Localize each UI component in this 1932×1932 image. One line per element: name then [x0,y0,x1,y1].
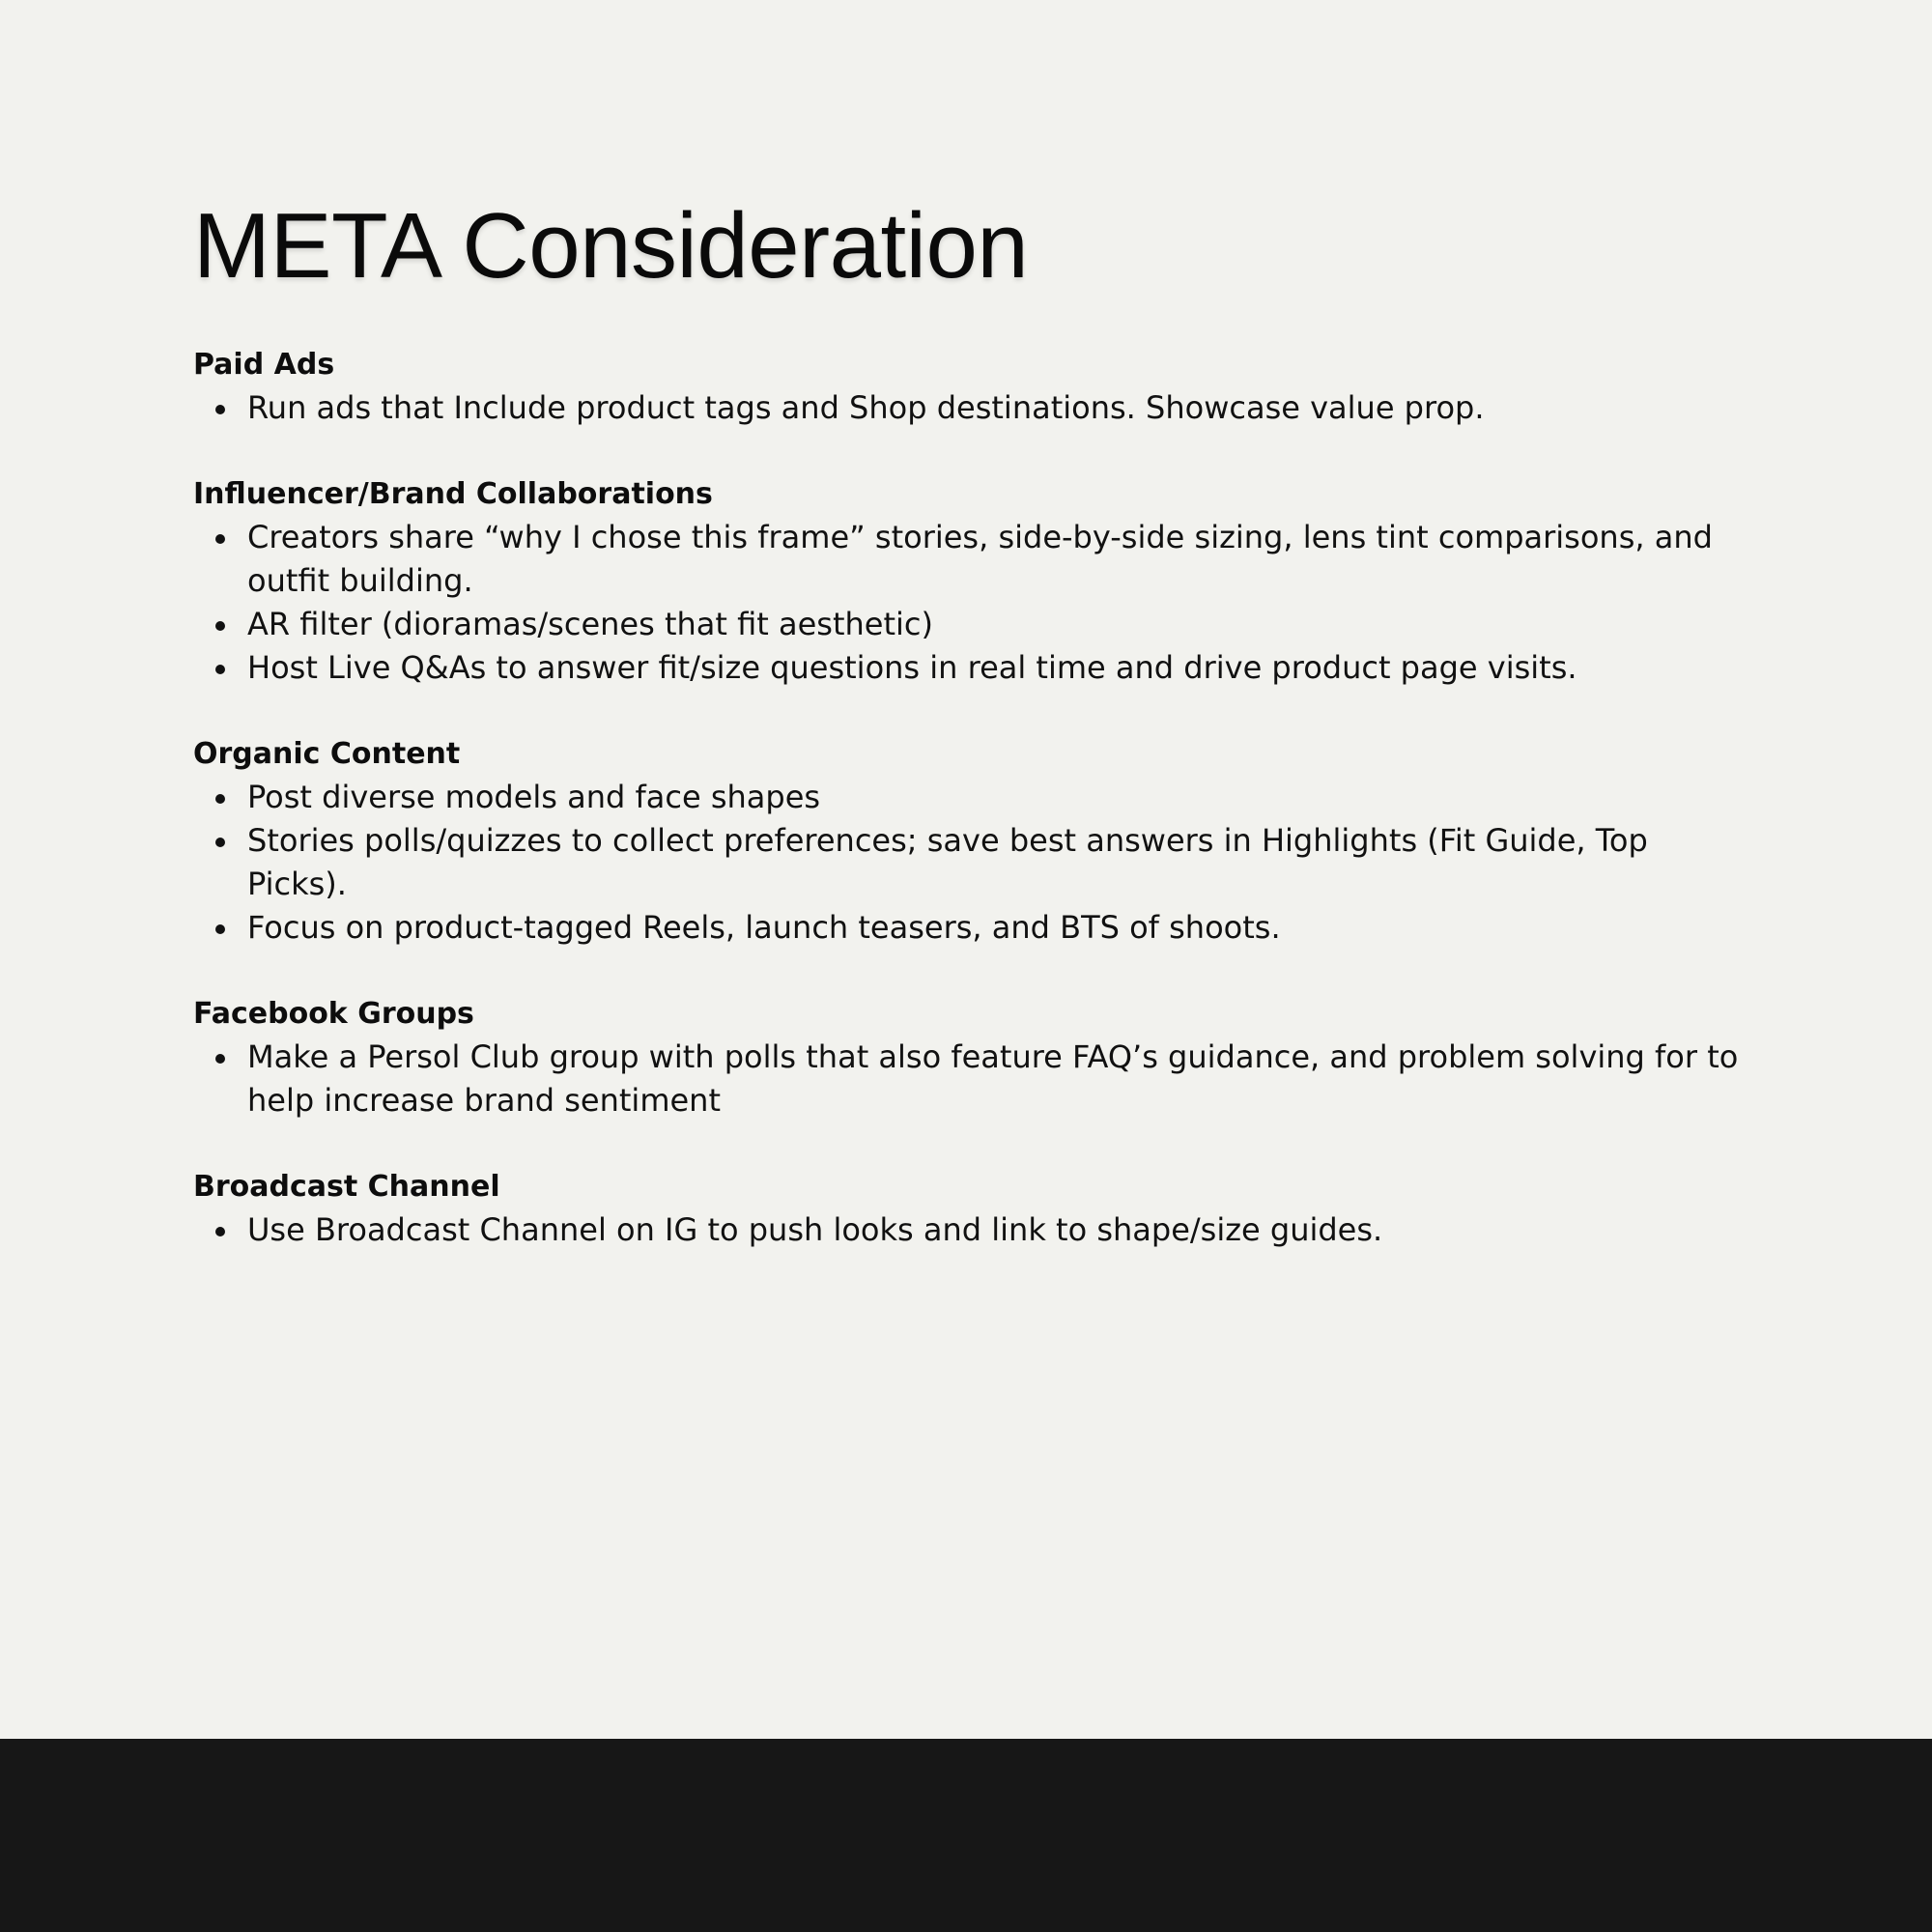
bullet-icon [215,1227,225,1236]
list-item-text: AR filter (dioramas/scenes that fit aesthetic) [247,606,933,642]
list-item [247,906,1739,950]
list-item [247,386,1739,430]
list-item [247,603,1739,646]
list-item-text: Host Live Q&As to answer fit/size questions in real time and drive product page visits. [247,649,1577,686]
list-item [247,1036,1739,1122]
list-item-text: Stories polls/quizzes to collect preferences; save best answers in Highlights (Fit Guide, Top Picks). [247,822,1648,902]
list-item [247,776,1739,819]
section-heading: Facebook Groups [193,997,474,1031]
section-heading: Organic Content [193,737,461,771]
section-heading: Influencer/Brand Collaborations [193,477,713,511]
bullet-icon [215,1054,225,1064]
bullet-icon [215,534,225,544]
bullet-icon [215,924,225,934]
bullet-list [193,386,1739,430]
page-title: META Consideration [193,194,1029,298]
bullet-list [193,776,1739,950]
bullet-list [193,1208,1739,1252]
list-item [247,819,1739,906]
bullet-icon [215,665,225,674]
bullet-icon [215,405,225,414]
bullet-icon [215,838,225,847]
footer-band [0,1739,1932,1932]
section-organic-content [193,732,1739,950]
section-heading: Broadcast Channel [193,1170,500,1204]
section-broadcast-channel [193,1165,1739,1252]
section-paid-ads [193,343,1739,430]
section-facebook-groups [193,992,1739,1122]
list-item-text: Use Broadcast Channel on IG to push looks and link to shape/size guides. [247,1211,1383,1248]
list-item [247,646,1739,690]
bullet-icon [215,794,225,804]
list-item-text: Run ads that Include product tags and Shop destinations. Showcase value prop. [247,389,1485,426]
bullet-list [193,1036,1739,1122]
bullet-list [193,516,1739,690]
list-item-text: Post diverse models and face shapes [247,779,821,815]
list-item-text: Make a Persol Club group with polls that also feature FAQ’s guidance, and problem solving for to help increase brand sentiment [247,1038,1739,1119]
list-item [247,516,1739,603]
section-influencer-collaborations [193,472,1739,690]
list-item-text: Creators share “why I chose this frame” stories, side-by-side sizing, lens tint comparisons, and outfit building. [247,519,1713,599]
section-heading: Paid Ads [193,348,335,382]
list-item [247,1208,1739,1252]
bullet-icon [215,621,225,631]
list-item-text: Focus on product-tagged Reels, launch teasers, and BTS of shoots. [247,909,1281,946]
content-body [193,343,1739,1294]
